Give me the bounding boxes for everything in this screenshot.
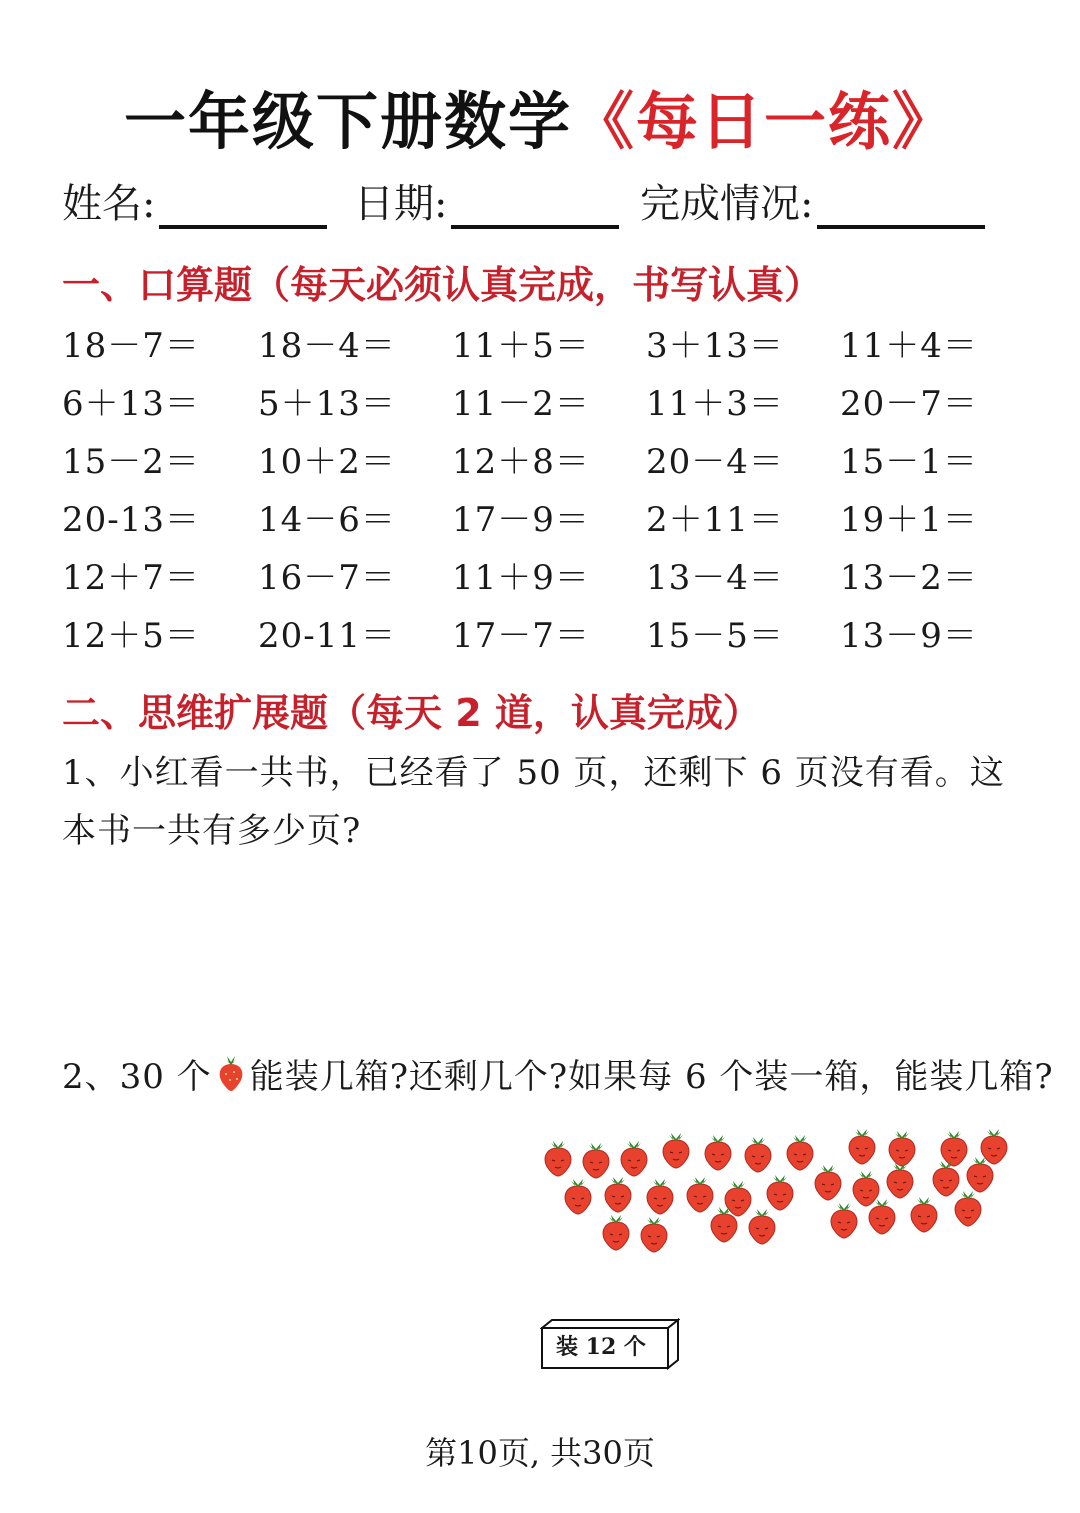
strawberry-icon (831, 1203, 857, 1238)
name-field[interactable] (62, 172, 327, 229)
page-footer: 第10页, 共30页 (425, 1434, 655, 1472)
title-accent: 《每日一练》 (572, 85, 957, 158)
strawberry-icon (687, 1177, 713, 1212)
section1-heading: 一、口算题（每天必须认真完成，书写认真） (62, 263, 823, 307)
strawberry-icon (605, 1177, 631, 1212)
strawberry-icon (849, 1129, 875, 1164)
drill-problem: 12＋8＝ (452, 442, 590, 482)
strawberry-icon (565, 1179, 591, 1214)
drill-problem: 15－2＝ (62, 442, 200, 482)
page-title (0, 72, 1080, 161)
date-label: 日期: (354, 181, 448, 227)
drill-problem: 13－4＝ (646, 558, 784, 598)
strawberry-icon (725, 1181, 751, 1216)
drill-problem: 17－9＝ (452, 500, 590, 540)
strawberry-icon (583, 1143, 609, 1178)
strawberry-icon (214, 1054, 248, 1092)
drill-problem: 6＋13＝ (62, 384, 200, 424)
strawberry-icon (981, 1129, 1007, 1164)
drill-problem: 11＋9＝ (452, 558, 590, 598)
drill-problem: 13－2＝ (840, 558, 978, 598)
strawberry-icon (889, 1131, 915, 1166)
drill-problem: 2＋11＝ (646, 500, 784, 540)
name-label: 姓名: (62, 181, 156, 227)
drill-problem: 15－1＝ (840, 442, 978, 482)
question-2-suffix: 能装几箱?还剩几个?如果每 6 个装一箱，能装几箱? (249, 1057, 1054, 1097)
strawberry-icon (663, 1133, 689, 1168)
drill-problem: 12＋5＝ (62, 616, 200, 656)
strawberry-icon (745, 1137, 771, 1172)
drill-problem: 12＋7＝ (62, 558, 200, 598)
drill-problem: 20-13＝ (62, 500, 201, 540)
name-blank[interactable] (159, 185, 327, 229)
drill-problem: 15－5＝ (646, 616, 784, 656)
question-2-prefix: 2、30 个 (62, 1057, 212, 1097)
drill-problem: 10＋2＝ (258, 442, 396, 482)
drill-problem: 3＋13＝ (646, 326, 784, 366)
drill-problem: 13－9＝ (840, 616, 978, 656)
status-label: 完成情况: (640, 181, 814, 227)
strawberry-icon (955, 1191, 981, 1226)
title-main: 一年级下册数学 (123, 85, 572, 158)
strawberry-icon (641, 1217, 667, 1252)
drill-problem: 16－7＝ (258, 558, 396, 598)
strawberry-icon (705, 1135, 731, 1170)
strawberry-icon (767, 1175, 793, 1210)
drill-problem: 11＋5＝ (452, 326, 590, 366)
strawberry-icon (941, 1131, 967, 1166)
strawberry-icon (911, 1197, 937, 1232)
status-blank[interactable] (817, 185, 985, 229)
strawberry-icon (815, 1165, 841, 1200)
drill-problem: 18－7＝ (62, 326, 200, 366)
drill-problem: 11＋3＝ (646, 384, 784, 424)
box-label: 装 12 个 (556, 1334, 646, 1360)
status-field[interactable] (640, 172, 985, 229)
section2-heading: 二、思维扩展题（每天 2 道，认真完成） (62, 691, 761, 735)
drill-problem: 20－4＝ (646, 442, 784, 482)
question-1: 1、小红看一共书，已经看了 50 页，还剩下 6 页没有看。这本书一共有多少页? (62, 753, 1005, 851)
drill-problem: 19＋1＝ (840, 500, 978, 540)
drill-problem: 20－7＝ (840, 384, 978, 424)
strawberry-icon (647, 1179, 673, 1214)
strawberry-icon (869, 1199, 895, 1234)
strawberry-icon (621, 1141, 647, 1176)
drill-problem: 14－6＝ (258, 500, 396, 540)
date-field[interactable] (354, 172, 619, 229)
strawberry-icon (887, 1163, 913, 1198)
drill-problem: 11＋4＝ (840, 326, 978, 366)
drill-problem: 11－2＝ (452, 384, 590, 424)
strawberry-icon (787, 1135, 813, 1170)
drill-problem: 5＋13＝ (258, 384, 396, 424)
strawberry-pile (530, 1120, 1020, 1290)
strawberry-icon (545, 1141, 571, 1176)
drill-problem: 17－7＝ (452, 616, 590, 656)
strawberry-icon (749, 1209, 775, 1244)
drill-problem: 20-11＝ (258, 616, 397, 656)
drill-problem: 18－4＝ (258, 326, 396, 366)
date-blank[interactable] (451, 185, 619, 229)
strawberry-icon (853, 1171, 879, 1206)
strawberry-icon (603, 1215, 629, 1250)
question-2 (62, 1048, 1054, 1106)
